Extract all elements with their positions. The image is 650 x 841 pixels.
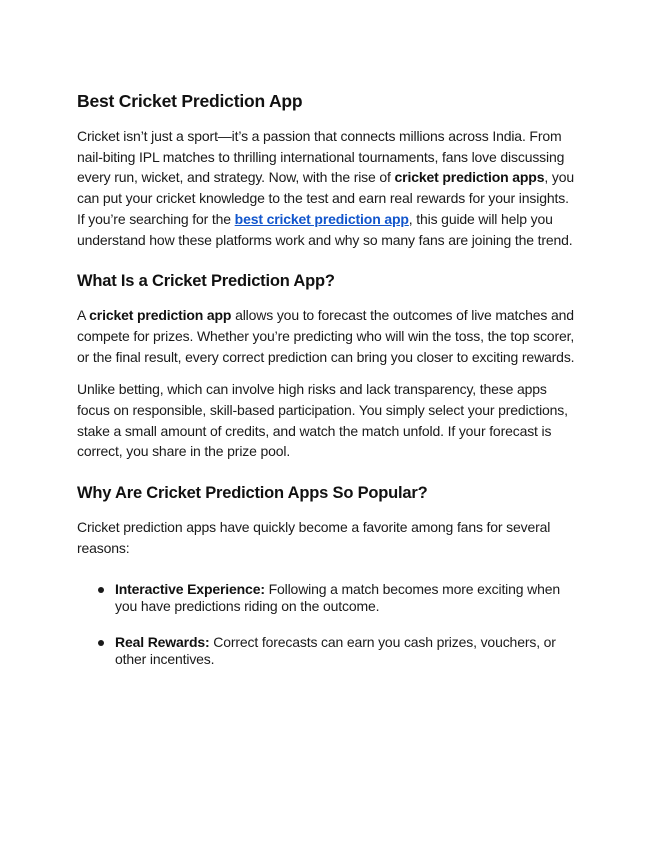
what-is-text-1: A <box>77 307 90 324</box>
intro-paragraph <box>77 126 577 250</box>
reasons-list <box>77 581 577 669</box>
list-item <box>77 581 577 616</box>
list-item-label: Interactive Experience: <box>115 580 265 597</box>
bullet-icon <box>98 587 104 593</box>
list-item-text: Correct forecasts can earn you cash prizes, vouchers, or other incentives. <box>115 633 556 668</box>
intro-text-3: , this guide will help you understand how these platforms work and why so many fans are joining the trend. <box>77 210 573 248</box>
what-is-paragraph-2: Unlike betting, which can involve high risks and lack transparency, these apps focus on responsible, skill-based participation. You simply select your predictions, stake a small amount of credits, and watch the match unfold. If your forecast is correct, you share in the prize pool. <box>77 381 568 460</box>
section-heading-what-is: What Is a Cricket Prediction App? <box>77 272 335 291</box>
list-item-text: Following a match becomes more exciting when you have predictions riding on the outcome. <box>115 580 561 615</box>
document-page <box>77 88 577 687</box>
best-cricket-prediction-app-link[interactable]: best cricket prediction app <box>234 210 409 227</box>
what-is-bold-keyword: cricket prediction app <box>89 307 232 324</box>
list-item <box>77 634 577 669</box>
page-title: Best Cricket Prediction App <box>77 91 303 111</box>
what-is-paragraph-1 <box>77 305 577 367</box>
what-is-text-2: allows you to forecast the outcomes of live matches and compete for prizes. Whether you’re predicting who will win the toss, the top scorer, or the final result, every correct prediction can bring you closer to exciting rewards. <box>77 307 575 365</box>
section-heading-why-popular: Why Are Cricket Prediction Apps So Popular? <box>77 484 428 503</box>
intro-bold-keyword: cricket prediction apps <box>394 169 545 186</box>
list-item-label: Real Rewards: <box>115 633 210 650</box>
intro-text-2: , you can put your cricket knowledge to the test and earn real rewards for your insights. If you’re searching for the <box>77 169 574 227</box>
bullet-icon <box>98 640 104 646</box>
intro-text-1: Cricket isn’t just a sport—it’s a passion that connects millions across India. From nail-biting IPL matches to thrilling international tournaments, fans love discussing every run, wicket, and strategy. Now, with the rise of <box>77 128 565 186</box>
why-popular-lead: Cricket prediction apps have quickly become a favorite among fans for several reasons: <box>77 519 551 556</box>
